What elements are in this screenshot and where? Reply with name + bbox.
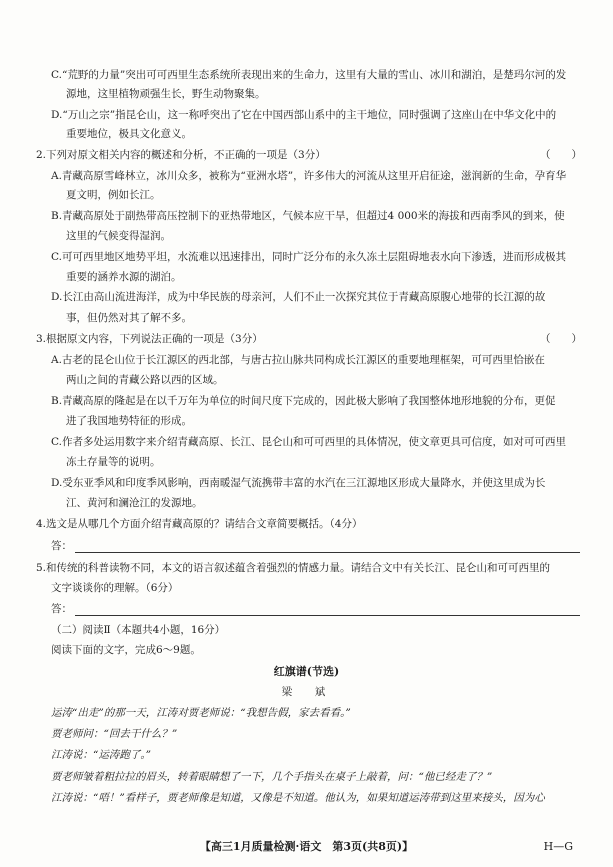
q3-stem xyxy=(0,332,613,346)
q3-option-a-line1: A.古老的昆仑山位于长江源区的西北部，与唐古拉山脉共同构成长江源区的重要地理框架，可可西里恰嵌在 xyxy=(51,354,545,366)
q2-answer-paren[interactable]: （ ） xyxy=(540,149,582,161)
q3-option-b-line2: 进了我国地势特征的形成。 xyxy=(66,415,192,427)
passage-author: 梁 斌 xyxy=(281,686,332,698)
story-paragraph-5: 江涛说：“唔！”看样子，贾老师像是知道，又像是不知道。他认为，如果知道运涛带到这里来接头，因为心 xyxy=(51,792,545,804)
story-paragraph-4: 贾老师皱着粗拉拉的眉头，转着眼睛想了一下，几个手指头在桌子上敲着，问：“他已经走了？” xyxy=(51,771,493,783)
q2-option-c-line1: C.可可西里地区地势平坦，水流难以迅速排出，同时广泛分布的永久冻土层阻碍地表水向下渗透，进而形成极其 xyxy=(51,251,566,263)
q5-stem-line1: 5.和传统的科普读物不同，本文的语言叙述蕴含着强烈的情感力量。请结合文中有关长江、昆仑山和可可西里的 xyxy=(36,562,551,574)
q4-stem: 4.选文是从哪几个方面介绍青藏高原的？请结合文章简要概括。（4分） xyxy=(36,518,363,530)
q2-option-a-line2: 夏文明，例如长江。 xyxy=(66,189,161,201)
q5-answer-line[interactable] xyxy=(75,603,580,616)
q5-answer-label: 答： xyxy=(51,603,72,615)
q4-answer-line[interactable] xyxy=(75,540,580,553)
q3-option-d-line2: 江、黄河和澜沧江的发源地。 xyxy=(66,497,203,509)
q2-option-b-line1: B.青藏高原处于副热带高压控制下的亚热带地区，气候本应干旱，但超过4 000米的海拔和西南季风的到来，使 xyxy=(51,210,565,222)
q3-option-c-line2: 冻土存量等的说明。 xyxy=(66,456,161,468)
q2-option-d-line2: 事，但仍然对其了解不多。 xyxy=(66,312,192,324)
q5-stem-line2: 文字谈谈你的理解。（6分） xyxy=(51,582,179,594)
q1-option-d-line1: D.“万山之宗”指昆仑山，这一称呼突出了它在中国西部山系中的主干地位，同时强调了这座山在中华文化中的 xyxy=(51,109,557,121)
q3-option-d-line1: D.受东亚季风和印度季风影响，西南暖湿气流携带丰富的水汽在三江源地区形成大量降水，并使这里成为长 xyxy=(51,477,546,489)
passage-title: 红旗谱(节选) xyxy=(273,665,340,678)
story-paragraph-3: 江涛说：“运涛跑了。” xyxy=(51,749,151,761)
section2-instruction: 阅读下面的文字，完成6～9题。 xyxy=(51,644,201,656)
q1-option-d-line2: 重要地位，极具文化意义。 xyxy=(66,128,192,140)
footer-page-info: 【高三1月质量检测·语文 第3页(共8页)】 xyxy=(199,840,414,853)
q4-answer-row xyxy=(0,539,613,553)
q5-answer-row xyxy=(0,602,613,616)
story-paragraph-1: 运涛“出走”的那一天，江涛对贾老师说：“我想告假，家去看看。” xyxy=(51,707,351,719)
q3-option-b-line1: B.青藏高原的隆起是在以千万年为单位的时间尺度下完成的，因此极大影响了我国整体地形地貌的分布，更促 xyxy=(51,395,556,407)
q4-answer-label: 答： xyxy=(51,540,72,552)
footer-code: H—G xyxy=(543,840,573,853)
q3-stem-text: 3.根据原文内容，下列说法正确的一项是（3分） xyxy=(36,333,263,345)
q3-answer-paren[interactable]: （ ） xyxy=(540,333,582,345)
story-paragraph-2: 贾老师问：“回去干什么？” xyxy=(51,728,178,740)
q2-option-d-line1: D.长江由高山流进海洋，成为中华民族的母亲河，人们不止一次探究其位于青藏高原腹心地带的长江源的故 xyxy=(51,291,546,303)
q2-stem-text: 2.下列对原文相关内容的概述和分析，不正确的一项是（3分） xyxy=(36,149,326,161)
q2-option-a-line1: A.青藏高原雪峰林立，冰川众多，被称为“亚洲水塔”，许多伟大的河流从这里开启征途，滋润新的生命，孕育华 xyxy=(51,170,567,182)
q2-option-c-line2: 重要的涵养水源的湖泊。 xyxy=(66,271,182,283)
q3-option-a-line2: 两山之间的青藏公路以西的区域。 xyxy=(66,374,224,386)
q1-option-c-line1: C.“荒野的力量”突出可可西里生态系统所表现出来的生命力，这里有大量的雪山、冰川和湖泊，是楚玛尔河的发 xyxy=(51,69,567,81)
q3-option-c-line1: C.作者多处运用数字来介绍青藏高原、长江、昆仑山和可可西里的具体情况，使文章更具可信度，如对可可西里 xyxy=(51,436,566,448)
q1-option-c-line2: 源地，这里植物顽强生长，野生动物聚集。 xyxy=(66,88,266,100)
q2-stem xyxy=(0,148,613,162)
q2-option-b-line2: 这里的气候变得湿润。 xyxy=(66,230,171,242)
section2-header: （二）阅读Ⅱ（本题共4小题，16分） xyxy=(51,624,226,636)
